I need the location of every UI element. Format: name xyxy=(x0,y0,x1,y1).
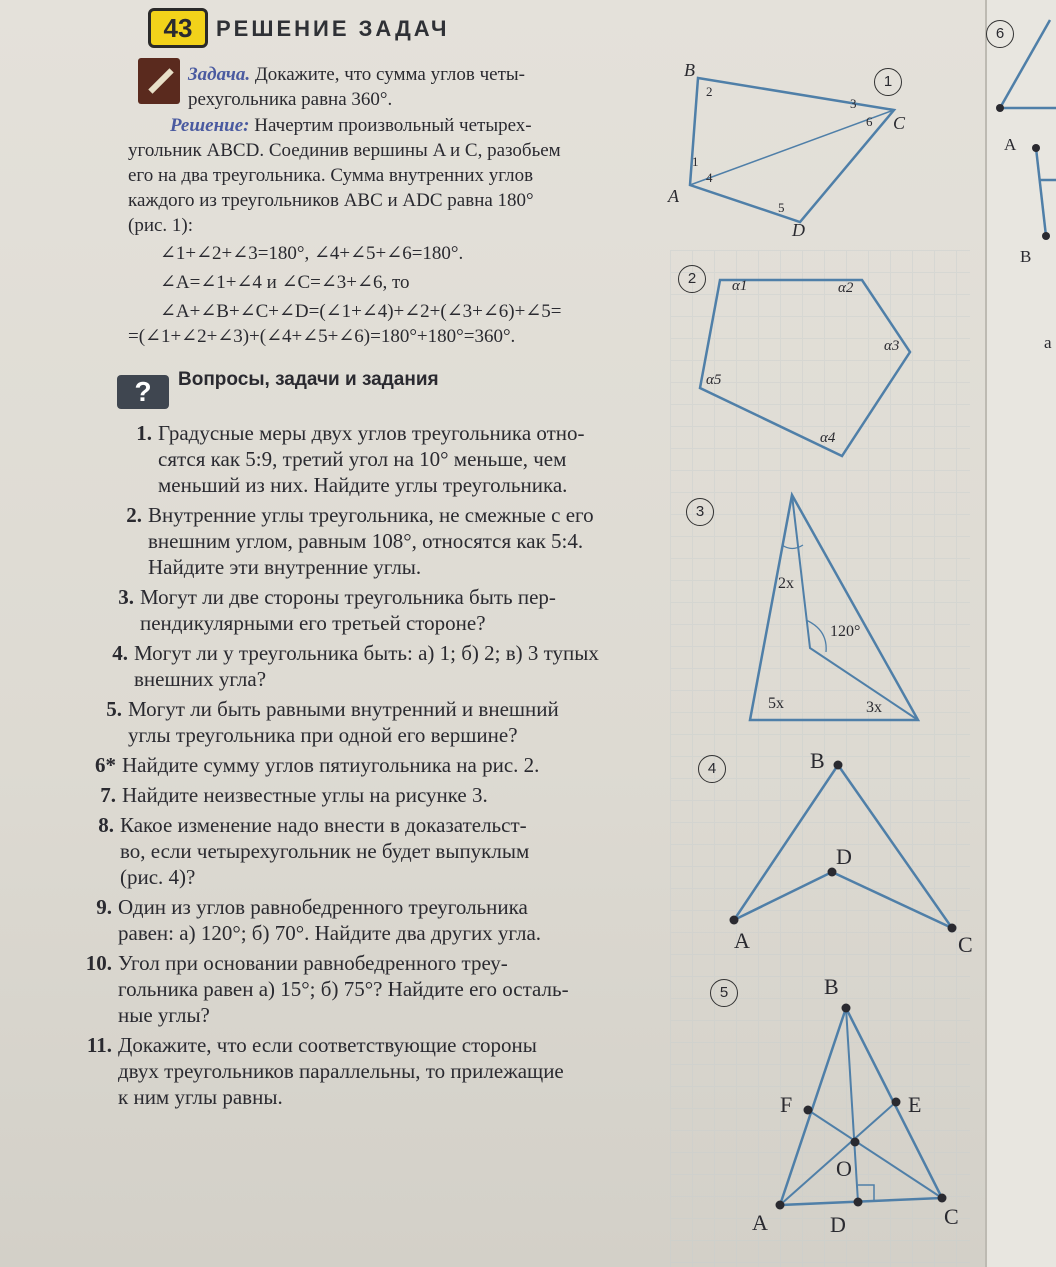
fig6-label-B: B xyxy=(1020,247,1032,266)
figure-3-number: 3 xyxy=(686,498,714,526)
question-text-line: пендикулярными его третьей стороне? xyxy=(140,611,486,635)
margin-letter: a xyxy=(1044,333,1052,352)
task-line-2: рехугольника равна 360°. xyxy=(188,89,393,110)
fig3-angle-exterior: 120° xyxy=(830,623,861,640)
fig2-alpha4: α4 xyxy=(820,430,836,446)
question-icon: ? xyxy=(117,375,169,409)
question-number: 11. xyxy=(86,1033,112,1057)
fig2-alpha2: α2 xyxy=(838,280,854,296)
fig2-alpha5: α5 xyxy=(706,372,722,388)
fig3-angle-right: 3x xyxy=(866,699,882,716)
question-text-line: двух треугольников параллельны, то прилежащие xyxy=(118,1059,564,1083)
fig5-label-D: D xyxy=(830,1212,846,1237)
question-text-line: Могут ли быть равными внутренний и внешний xyxy=(128,697,559,721)
solution-line-4: каждого из треугольников ABC и ADC равна 180° xyxy=(128,190,534,211)
fig4-label-B: B xyxy=(810,748,825,773)
question-text-line: Градусные меры двух углов треугольника отно- xyxy=(158,421,585,445)
question-text-line: Какое изменение надо внести в доказательст- xyxy=(120,813,527,837)
fig3-angle-left: 5x xyxy=(768,695,784,712)
fig4-label-A: A xyxy=(734,928,750,953)
solution-line-3: его на два треугольника. Сумма внутренних углов xyxy=(128,165,534,186)
figure-6-partial xyxy=(1000,20,1056,236)
question-text-line: (рис. 4)? xyxy=(120,865,196,889)
question-number: 10. xyxy=(85,951,112,975)
point-D-fig5 xyxy=(854,1198,863,1207)
formula-2: ∠A=∠1+∠4 и ∠C=∠3+∠6, то xyxy=(160,272,410,293)
point-B-fig5 xyxy=(842,1004,851,1013)
questions-heading: Вопросы, задачи и задания xyxy=(178,369,439,390)
figure-2-number: 2 xyxy=(678,265,706,293)
solution-line-2: угольник ABCD. Соединив вершины A и C, разобьем xyxy=(128,140,561,161)
question-text-line: Могут ли две стороны треугольника быть пер- xyxy=(140,585,556,609)
solution-line-1: Начертим произвольный четырех- xyxy=(254,115,532,136)
fig6-label-A: A xyxy=(1004,135,1017,154)
question-text-line: меньший из них. Найдите углы треугольника. xyxy=(158,473,568,497)
formula-4: =(∠1+∠2+∠3)+(∠4+∠5+∠6)=180°+180°=360°. xyxy=(128,326,516,347)
fig1-angle-2: 2 xyxy=(706,84,713,99)
question-number: 4. xyxy=(112,641,128,665)
question-text-line: сятся как 5:9, третий угол на 10° меньше, чем xyxy=(158,447,567,471)
question-text-line: Найдите неизвестные углы на рисунке 3. xyxy=(122,783,488,807)
fig3-angle-top: 2x xyxy=(778,575,794,592)
question-text-line: во, если четырехугольник не будет выпуклым xyxy=(120,839,530,863)
page-number-badge: 43 xyxy=(148,8,208,48)
question-number: 5. xyxy=(106,697,122,721)
point-F-fig5 xyxy=(804,1106,813,1115)
point-A-fig5 xyxy=(776,1201,785,1210)
question-text-line: внешних угла? xyxy=(134,667,267,691)
figure-2-pentagon xyxy=(700,280,910,456)
fig2-alpha1: α1 xyxy=(732,278,748,294)
point-fig6-1 xyxy=(996,104,1004,112)
fig5-label-B: B xyxy=(824,974,839,999)
figure-3-triangle xyxy=(750,495,918,720)
question-text-line: Докажите, что если соответствующие стороны xyxy=(118,1033,537,1057)
point-C-fig5 xyxy=(938,1194,947,1203)
fig1-label-A: A xyxy=(668,186,679,206)
task-label: Задача. xyxy=(188,64,251,85)
figure-1-number: 1 xyxy=(874,68,902,96)
fig5-label-O: O xyxy=(836,1156,852,1181)
question-number: 8. xyxy=(98,813,114,837)
fig5-label-C: C xyxy=(944,1204,959,1229)
fig1-angle-4: 4 xyxy=(706,170,713,185)
formula-3: ∠A+∠B+∠C+∠D=(∠1+∠4)+∠2+(∠3+∠6)+∠5= xyxy=(160,301,562,322)
question-text-line: углы треугольника при одной его вершине? xyxy=(128,723,518,747)
question-text-line: равен: а) 120°; б) 70°. Найдите два других угла. xyxy=(118,921,542,945)
solution-label: Решение: xyxy=(170,115,250,136)
fig1-angle-6: 6 xyxy=(866,114,873,129)
question-text-line: к ним углы равны. xyxy=(118,1085,283,1109)
section-title: РЕШЕНИЕ ЗАДАЧ xyxy=(216,16,450,41)
question-text-line: ные углы? xyxy=(118,1003,210,1027)
question-text-line: Один из углов равнобедренного треугольника xyxy=(118,895,528,919)
question-number: 1. xyxy=(136,421,152,445)
question-text-line: гольника равен а) 15°; б) 75°? Найдите его осталь- xyxy=(118,977,569,1001)
question-number: 9. xyxy=(96,895,112,919)
question-text-line: Внутренние углы треугольника, не смежные с его xyxy=(148,503,594,527)
figure-5-number: 5 xyxy=(710,979,738,1007)
figure-6-number: 6 xyxy=(986,20,1014,48)
figure-1-quadrilateral xyxy=(690,78,894,222)
task-line-1: Докажите, что сумма углов четы- xyxy=(254,64,526,85)
question-text-line: Могут ли у треугольника быть: а) 1; б) 2; в) 3 тупых xyxy=(134,641,599,665)
point-A-fig6 xyxy=(1032,144,1040,152)
fig1-angle-5: 5 xyxy=(778,200,785,215)
point-E-fig5 xyxy=(892,1098,901,1107)
question-text-line: Найдите сумму углов пятиугольника на рис. 2. xyxy=(122,753,540,777)
point-B-fig6 xyxy=(1042,232,1050,240)
fig1-label-C: C xyxy=(893,113,906,133)
fig4-label-C: C xyxy=(958,932,973,957)
fig2-alpha3: α3 xyxy=(884,338,900,354)
point-O-fig5 xyxy=(851,1138,860,1147)
question-number: 6* xyxy=(95,753,116,777)
formula-1: ∠1+∠2+∠3=180°, ∠4+∠5+∠6=180°. xyxy=(160,243,464,264)
fig5-label-F: F xyxy=(780,1092,793,1117)
fig5-label-E: E xyxy=(908,1092,922,1117)
fig5-label-A: A xyxy=(752,1210,768,1235)
fig1-angle-1: 1 xyxy=(692,154,699,169)
fig1-angle-3: 3 xyxy=(850,96,857,111)
point-A-fig4 xyxy=(730,916,739,925)
solution-line-5: (рис. 1): xyxy=(128,215,194,236)
question-text-line: Найдите эти внутренние углы. xyxy=(148,555,422,579)
figure-4-number: 4 xyxy=(698,755,726,783)
fig1-label-D: D xyxy=(792,220,805,240)
fig4-label-D: D xyxy=(836,844,852,869)
question-number: 2. xyxy=(126,503,142,527)
question-number: 7. xyxy=(100,783,116,807)
question-number: 3. xyxy=(118,585,134,609)
fig1-label-B: B xyxy=(684,60,695,80)
question-text-line: внешним углом, равным 108°, относятся как 5:4. xyxy=(148,529,584,553)
point-B-fig4 xyxy=(834,761,843,770)
question-text-line: Угол при основании равнобедренного треу- xyxy=(118,951,508,975)
point-C-fig4 xyxy=(948,924,957,933)
